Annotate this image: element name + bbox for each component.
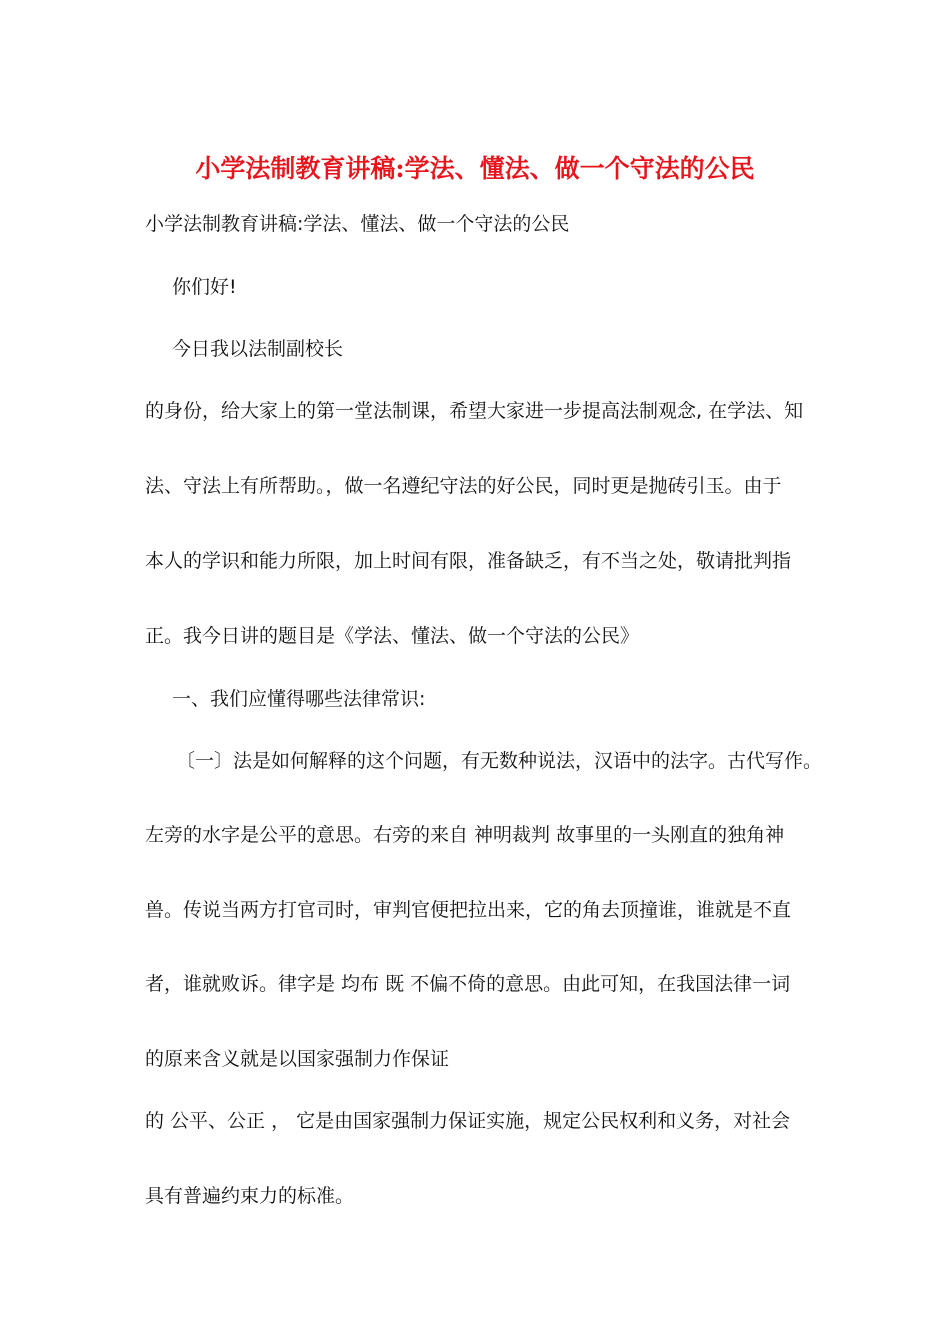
paragraph-line: 者，谁就败诉。律字是 均布 既 不偏不倚的意思。由此可知，在我国法律一词: [145, 973, 791, 995]
document-title: 小学法制教育讲稿:学法、懂法、做一个守法的公民: [195, 154, 755, 183]
paragraph-line: 今日我以法制副校长: [172, 338, 344, 360]
paragraph-line: 〔一〕法是如何解释的这个问题，有无数种说法，汉语中的法字。古代写作。: [176, 750, 823, 772]
paragraph-line: 的身份，给大家上的第一堂法制课，希望大家进一步提高法制观念, 在学法、知: [145, 400, 804, 422]
paragraph-line: 兽。传说当两方打官司时，审判官便把拉出来，它的角去顶撞谁，谁就是不直: [145, 899, 792, 921]
paragraph-line: 具有普遍约束力的标准。: [145, 1185, 355, 1207]
subtitle-line: 小学法制教育讲稿:学法、懂法、做一个守法的公民: [145, 213, 570, 235]
paragraph-line: 左旁的水字是公平的意思。右旁的来自 神明裁判 故事里的一头刚直的独角神: [145, 824, 785, 846]
paragraph-line: 法、守法上有所帮助。，做一名遵纪守法的好公民，同时更是抛砖引玉。由于: [145, 475, 782, 497]
paragraph-line: 本人的学识和能力所限，加上时间有限，准备缺乏，有不当之处，敬请批判指: [145, 550, 792, 572]
greeting-line: 你们好!: [172, 276, 237, 298]
paragraph-line: 正。我今日讲的题目是《学法、懂法、做一个守法的公民》: [145, 625, 640, 647]
paragraph-line: 的 公平、公正 ， 它是由国家强制力保证实施，规定公民权利和义务，对社会: [145, 1110, 791, 1132]
section-heading: 一、我们应懂得哪些法律常识:: [172, 688, 426, 710]
paragraph-line: 的原来含义就是以国家强制力作保证: [145, 1048, 450, 1070]
